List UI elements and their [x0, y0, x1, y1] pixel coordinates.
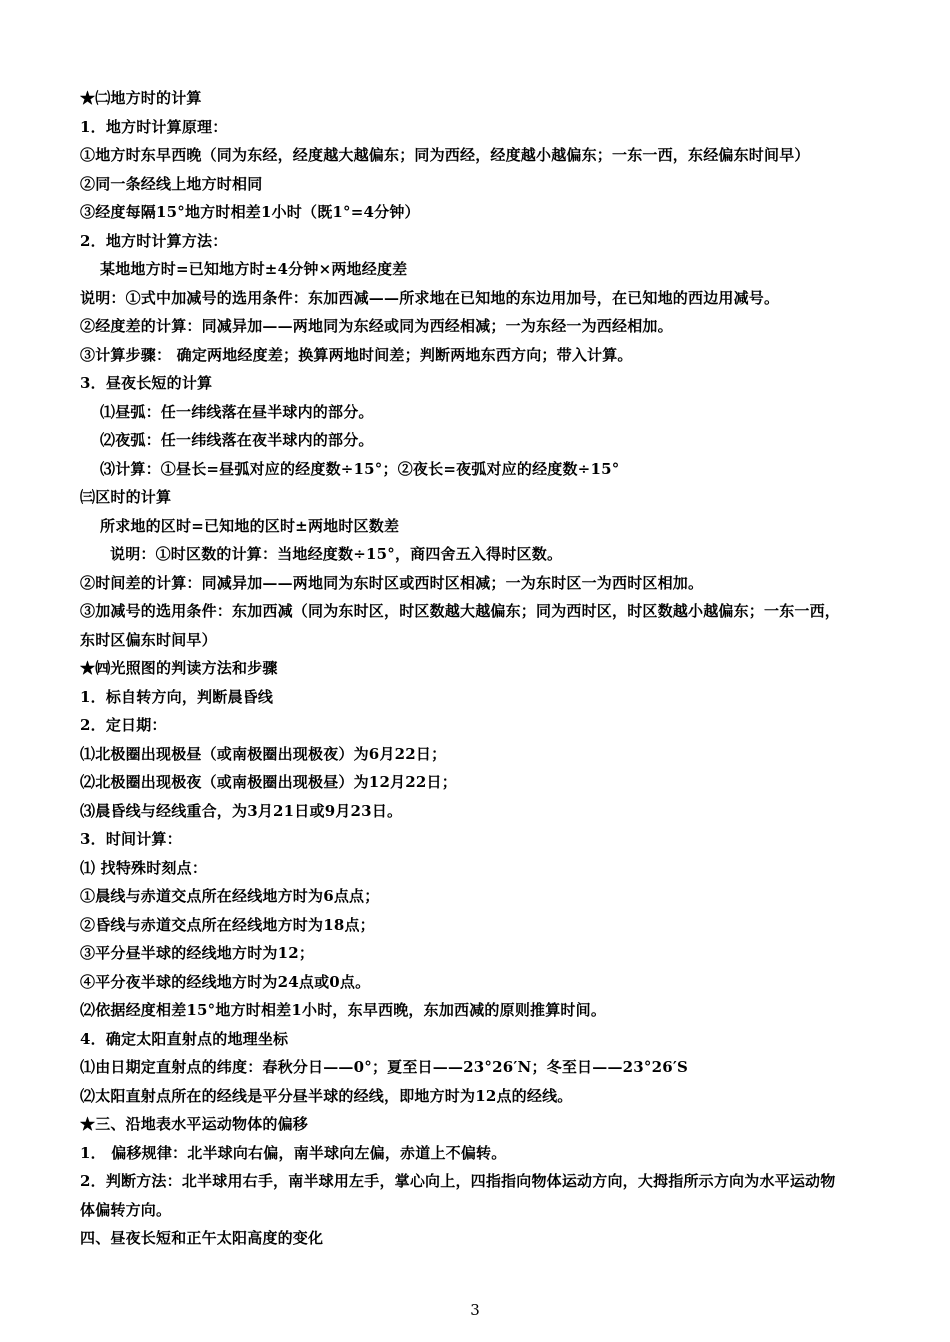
text-line: ④平分夜半球的经线地方时为24点或0点。: [80, 973, 371, 991]
section-heading-illumination: ★㈣光照图的判读方法和步骤: [80, 659, 278, 677]
text-line: ①地方时东早西晚（同为东经，经度越大越偏东；同为西经，经度越小越偏东；一东一西，东经偏东时间早）: [80, 146, 810, 164]
formula-line: 某地地方时=已知地方时±4分钟×两地经度差: [100, 260, 408, 278]
section-heading-day-length: 四、昼夜长短和正午太阳高度的变化: [80, 1229, 324, 1247]
section-heading-local-time: ★㈡地方时的计算: [80, 89, 202, 107]
text-line: 2．定日期：: [80, 716, 167, 734]
text-line: ⑵太阳直射点所在的经线是平分昼半球的经线，即地方时为12点的经线。: [80, 1087, 573, 1105]
text-line: ②经度差的计算：同减异加——两地同为东经或同为西经相减；一为东经一为西经相加。: [80, 317, 673, 335]
text-line: ⑵夜弧：任一纬线落在夜半球内的部分。: [100, 431, 374, 449]
text-line: 体偏转方向。: [80, 1201, 172, 1219]
text-line: ③经度每隔15°地方时相差1小时（既1°=4分钟）: [80, 203, 420, 221]
text-line: ②同一条经线上地方时相同: [80, 175, 263, 193]
section-heading-zone-time: ㈢区时的计算: [80, 488, 172, 506]
text-line: ⑴由日期定直射点的纬度：春秋分日——0°；夏至日——23°26′N；冬至日——23°26′S: [80, 1058, 689, 1076]
text-line: ⑶计算：①昼长=昼弧对应的经度数÷15°；②夜长=夜弧对应的经度数÷15°: [100, 460, 620, 478]
text-line: 2．判断方法：北半球用右手，南半球用左手，掌心向上，四指指向物体运动方向，大拇指所示方向为水平运动物: [80, 1172, 836, 1190]
text-line: ③计算步骤： 确定两地经度差；换算两地时间差；判断两地东西方向；带入计算。: [80, 346, 633, 364]
text-line: ③加减号的选用条件：东加西减（同为东时区，时区数越大越偏东；同为西时区，时区数越小越偏东；一东一西，: [80, 602, 841, 620]
text-line: ⑵依据经度相差15°地方时相差1小时，东早西晚，东加西减的原则推算时间。: [80, 1001, 607, 1019]
formula-line: 所求地的区时=已知地的区时±两地时区数差: [100, 517, 400, 535]
text-line: 3．昼夜长短的计算: [80, 374, 213, 392]
text-line: ⑴北极圈出现极昼（或南极圈出现极夜）为6月22日；: [80, 745, 447, 763]
text-line: 1． 偏移规律：北半球向右偏，南半球向左偏，赤道上不偏转。: [80, 1144, 507, 1162]
text-line: ①晨线与赤道交点所在经线地方时为6点点；: [80, 887, 380, 905]
text-line: ⑵北极圈出现极夜（或南极圈出现极昼）为12月22日；: [80, 773, 457, 791]
text-line: ②昏线与赤道交点所在经线地方时为18点；: [80, 916, 375, 934]
page-number: 3: [470, 1301, 480, 1319]
text-line: 说明：①时区数的计算：当地经度数÷15°，商四舍五入得时区数。: [110, 545, 563, 563]
text-line: 2．地方时计算方法：: [80, 232, 228, 250]
text-line: 3．时间计算：: [80, 830, 182, 848]
text-line: 东时区偏东时间早）: [80, 631, 217, 649]
text-line: ⑴ 找特殊时刻点：: [80, 859, 208, 877]
text-line: 1．标自转方向，判断晨昏线: [80, 688, 274, 706]
section-heading-deflection: ★三、沿地表水平运动物体的偏移: [80, 1115, 309, 1133]
text-line: ⑴昼弧：任一纬线落在昼半球内的部分。: [100, 403, 374, 421]
text-line: 说明：①式中加减号的选用条件：东加西减——所求地在已知地的东边用加号，在已知地的西边用减号。: [80, 289, 780, 307]
text-line: ⑶晨昏线与经线重合，为3月21日或9月23日。: [80, 802, 403, 820]
text-line: ③平分昼半球的经线地方时为12；: [80, 944, 315, 962]
text-line: 1．地方时计算原理：: [80, 118, 228, 136]
text-line: 4．确定太阳直射点的地理坐标: [80, 1030, 289, 1048]
text-line: ②时间差的计算：同减异加——两地同为东时区或西时区相减；一为东时区一为西时区相加。: [80, 574, 704, 592]
